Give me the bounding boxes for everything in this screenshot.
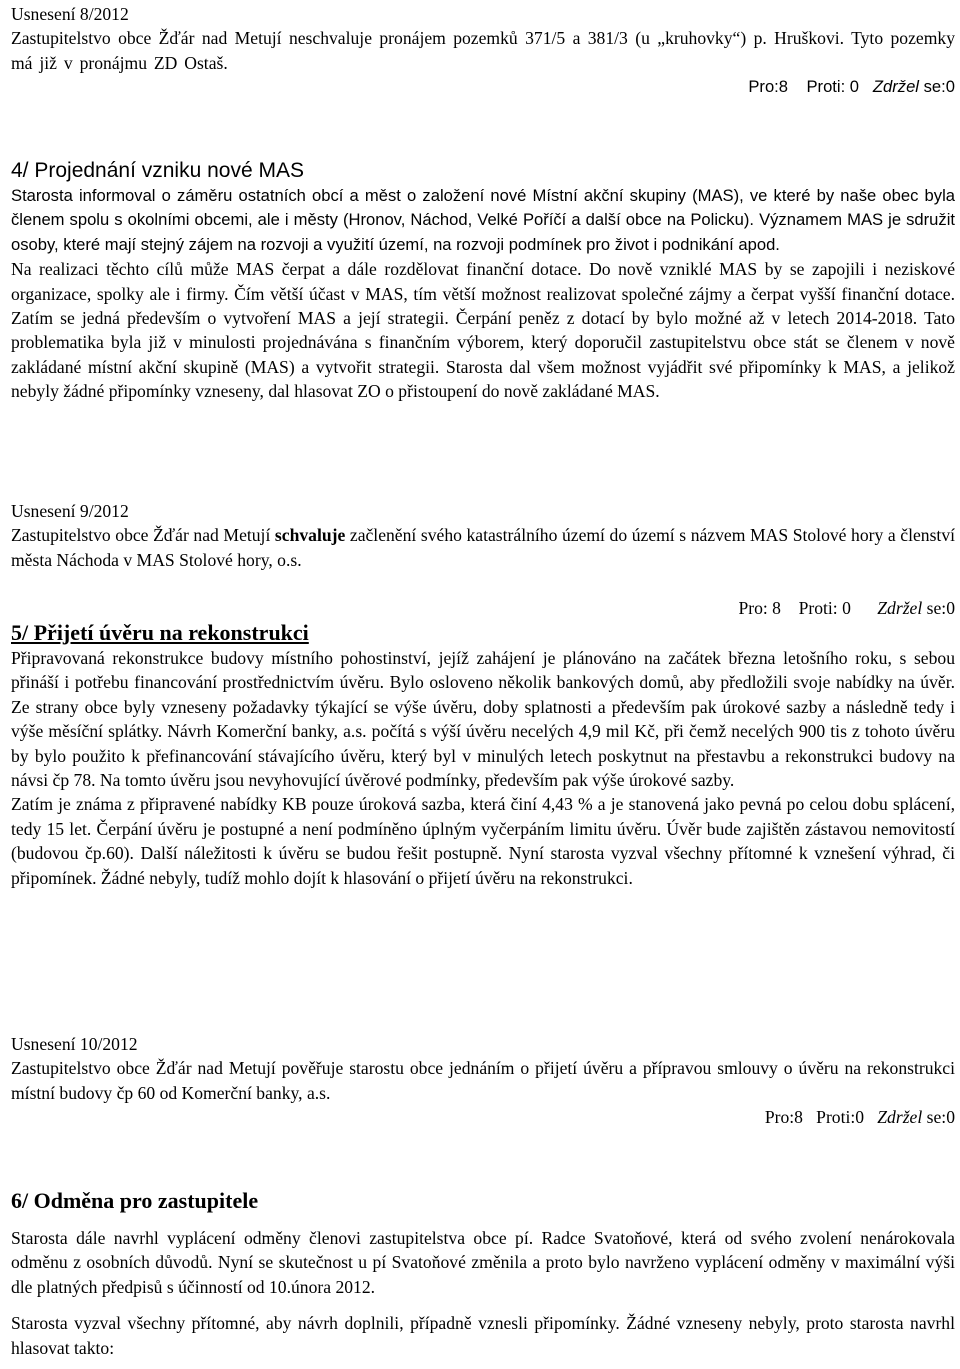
vote-zdrzel: Zdržel bbox=[872, 77, 919, 97]
vote-pro: Pro: 8 bbox=[738, 598, 781, 619]
resolution-10-title: Usnesení 10/2012 bbox=[11, 1034, 138, 1054]
section-4-title: 4/ Projednání vzniku nové MAS bbox=[11, 159, 304, 182]
section-6-para-a: Starosta dále navrhl vyplácení odměny členovi zastupitelstva obce pí. Radce Svatoňové, která od svého zvolení nenárokovala odměnu z osobních důvodů. Nyní se skutečnost u pí Svatoňové změnila a proto bylo navrženo vyplácení odměny v maximální výši dle platných předpisů s účinností od 10.února 2012. bbox=[11, 1228, 955, 1297]
section-6 bbox=[11, 1188, 955, 1360]
vote-se: se:0 bbox=[926, 1107, 955, 1128]
section-4 bbox=[11, 158, 955, 404]
resolution-8-title: Usnesení 8/2012 bbox=[11, 4, 129, 24]
vote-zdrzel: Zdržel bbox=[877, 598, 923, 619]
resolution-8-vote bbox=[11, 75, 955, 99]
resolution-10-vote bbox=[11, 1105, 955, 1129]
vote-se: se:0 bbox=[923, 77, 955, 97]
vote-proti: Proti: 0 bbox=[798, 598, 851, 619]
resolution-8-text: Zastupitelstvo obce Žďár nad Metují neschvaluje pronájem pozemků 371/5 a 381/3 (u „kruhovky“) p. Hruškovi. Tyto pozemky má již v pronájmu ZD Ostaš. bbox=[11, 28, 955, 73]
vote-proti: Proti: 0 bbox=[806, 77, 860, 97]
resolution-9 bbox=[11, 499, 955, 621]
resolution-9-text-bold: schvaluje bbox=[274, 525, 346, 546]
resolution-8 bbox=[11, 2, 955, 100]
vote-zdrzel: Zdržel bbox=[877, 1107, 923, 1128]
vote-pro: Pro:8 bbox=[748, 77, 789, 97]
section-6-title: 6/ Odměna pro zastupitele bbox=[11, 1188, 259, 1213]
section-5 bbox=[11, 620, 955, 890]
resolution-10 bbox=[11, 1032, 955, 1130]
section-5-title: 5/ Přijetí úvěru na rekonstrukci bbox=[11, 620, 309, 645]
section-5-para-a: Připravovaná rekonstrukce budovy místního pohostinství, jejíž zahájení je plánováno na začátek března letošního roku, s sebou přináší i potřebu financování prostřednictvím úvěru. Bylo osloveno několik bankových domů, aby předložili svoje nabídky na úvěr. Ze strany obce byly vzneseny požadavky týkající se výše úvěru, doby splatnosti a především pak úrokové sazby a následně tedy i výše měsíční splátky. Návrh Komerční banky, a.s. počítá s výší úvěru necelých 4,9 mil Kč, při čemž necelých 900 tis z tohoto úvěru by bylo použito k přefinancování stávajícího úvěru, který byl v minulých letech poskytnut na přestavbu a rekonstrukci budovy na návsi čp 78. Na tomto úvěru jsou nevyhovující úvěrové podmínky, především pak výše úrokové sazby. bbox=[11, 648, 955, 791]
resolution-9-title: Usnesení 9/2012 bbox=[11, 501, 129, 521]
section-4-para-c: Na realizaci těchto cílů může MAS čerpat a dále rozdělovat finanční dotace. Do nově vzniklé MAS by se zapojili i neziskové organizace, spolky ale i firmy. Čím větší účast v MAS, tím větší možnost realizovat společné zájmy a čerpat vyšší finanční dotace. Zatím se jedná především o vytvoření MAS a její strategii. Čerpání peněz z dotací by bylo možné až v letech 2014-2018. Tato problematika byla již v minulosti projednávána s finančním výborem, který doporučil zastupitelstvu obce stát se členem v nově zakládané místní akční skupině (MAS) a vytvořit strategii. Starosta dal všem možnost vyjádřit své připomínky k MAS, a jelikož nebyly žádné připomínky vzneseny, dal hlasovat ZO o přistoupení do nově zakládané MAS. bbox=[11, 259, 955, 402]
vote-proti: Proti:0 bbox=[816, 1107, 865, 1128]
resolution-10-text: Zastupitelstvo obce Žďár nad Metují pověřuje starostu obce jednáním o přijetí úvěru a přípravou smlouvy o úvěru na rekonstrukci místní budovy čp 60 od Komerční banky, a.s. bbox=[11, 1058, 955, 1103]
vote-pro: Pro:8 bbox=[764, 1107, 803, 1128]
resolution-9-text-pre: Zastupitelstvo obce Žďár nad Metují bbox=[11, 525, 275, 546]
resolution-9-text bbox=[11, 523, 955, 572]
section-5-para-b: Zatím je známa z připravené nabídky KB pouze úroková sazba, která činí 4,43 % a je stanovená jako pevná po celou dobu splácení, tedy 15 let. Čerpání úvěru je postupné a není podmíněno úplným vyčerpáním limitu úvěru. Úvěr bude zajištěn zástavou nemovitostí (budovou čp.60). Další náležitosti k úvěru se budou řešit postupně. Nyní starosta vyzval všechny přítomné k vznešení výhrad, či připomínek. Žádné nebyly, tudíž mohlo dojít k hlasování o přijetí úvěru na rekonstrukci. bbox=[11, 794, 955, 888]
section-6-para-b: Starosta vyzval všechny přítomné, aby návrh doplnili, případně vznesli připomínky. Žádné vzneseny nebyly, proto starosta navrhl hlasovat takto: bbox=[11, 1313, 955, 1358]
vote-se: se:0 bbox=[926, 598, 955, 619]
resolution-9-vote bbox=[11, 596, 955, 620]
section-4-para-a: Starosta informoval o záměru ostatních obcí a měst o založení nové Místní akční skupiny (MAS), ve které by naše obec byla členem spolu s okolními obcemi, ale i městy (Hronov, Náchod, Velké Poříčí a další obce na Policku). bbox=[11, 186, 955, 230]
resolution-9-text-post: začlenění svého katastrálního území do území s názvem MAS Stolové hory a členství města Náchoda v MAS Stolové hory, o.s. bbox=[11, 525, 956, 570]
section-4-para-b: Významem MAS je sdružit osoby, které mají stejný zájem na rozvoji a využití území, na rozvoji podmínek pro život i podnikání apod. bbox=[11, 210, 956, 254]
